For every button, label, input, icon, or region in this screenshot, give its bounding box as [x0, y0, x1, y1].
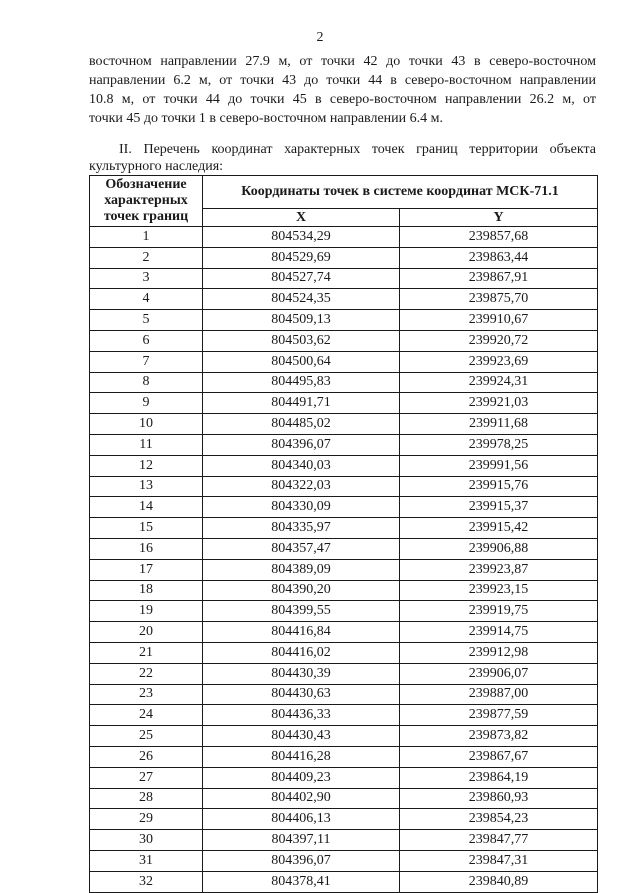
- x-coordinate-cell: 804503,62: [203, 330, 400, 351]
- x-coordinate-cell: 804416,02: [203, 642, 400, 663]
- table-row: [90, 351, 598, 372]
- x-coordinate-cell: 804357,47: [203, 538, 400, 559]
- intro-line: направлении 6.2 м, от точки 43 до точки 44 в северо-восточном направлении: [89, 73, 596, 88]
- page-number: 2: [316, 30, 324, 45]
- y-coordinate-cell: 239906,07: [400, 663, 598, 684]
- x-coordinate-cell: 804396,07: [203, 434, 400, 455]
- y-coordinate-cell: 239875,70: [400, 289, 598, 310]
- point-number-cell: 29: [90, 809, 203, 830]
- table-row: [90, 705, 598, 726]
- point-number-cell: 22: [90, 663, 203, 684]
- x-coordinate-cell: 804389,09: [203, 559, 400, 580]
- y-coordinate-cell: 239877,59: [400, 705, 598, 726]
- point-number-cell: 18: [90, 580, 203, 601]
- table-row: [90, 227, 598, 248]
- intro-line: восточном направлении 27.9 м, от точки 42 до точки 43 в северо-восточном: [89, 54, 596, 69]
- table-row: [90, 871, 598, 892]
- y-coordinate-cell: 239923,69: [400, 351, 598, 372]
- table-row: [90, 684, 598, 705]
- point-number-cell: 30: [90, 830, 203, 851]
- table-row: [90, 601, 598, 622]
- section-heading-line: II. Перечень координат характерных точек границ территории объекта: [119, 142, 596, 157]
- point-number-cell: 9: [90, 393, 203, 414]
- point-number-cell: 14: [90, 497, 203, 518]
- x-coordinate-cell: 804495,83: [203, 372, 400, 393]
- x-coordinate-cell: 804485,02: [203, 414, 400, 435]
- x-coordinate-cell: 804491,71: [203, 393, 400, 414]
- x-coordinate-cell: 804524,35: [203, 289, 400, 310]
- x-coordinate-cell: 804406,13: [203, 809, 400, 830]
- point-number-cell: 16: [90, 538, 203, 559]
- header-x: X: [203, 209, 400, 227]
- table-row: [90, 538, 598, 559]
- x-coordinate-cell: 804416,84: [203, 622, 400, 643]
- y-coordinate-cell: 239919,75: [400, 601, 598, 622]
- y-coordinate-cell: 239840,89: [400, 871, 598, 892]
- x-coordinate-cell: 804416,28: [203, 746, 400, 767]
- point-number-cell: 2: [90, 247, 203, 268]
- y-coordinate-cell: 239915,37: [400, 497, 598, 518]
- table-row: [90, 518, 598, 539]
- table-row: [90, 289, 598, 310]
- x-coordinate-cell: 804534,29: [203, 227, 400, 248]
- y-coordinate-cell: 239924,31: [400, 372, 598, 393]
- point-number-cell: 19: [90, 601, 203, 622]
- point-number-cell: 23: [90, 684, 203, 705]
- y-coordinate-cell: 239920,72: [400, 330, 598, 351]
- y-coordinate-cell: 239923,15: [400, 580, 598, 601]
- y-coordinate-cell: 239854,23: [400, 809, 598, 830]
- table-row: [90, 455, 598, 476]
- table-row: [90, 642, 598, 663]
- y-coordinate-cell: 239847,31: [400, 850, 598, 871]
- y-coordinate-cell: 239867,91: [400, 268, 598, 289]
- x-coordinate-cell: 804402,90: [203, 788, 400, 809]
- table-row: [90, 726, 598, 747]
- table-row: [90, 330, 598, 351]
- x-coordinate-cell: 804322,03: [203, 476, 400, 497]
- x-coordinate-cell: 804330,09: [203, 497, 400, 518]
- table-row: [90, 497, 598, 518]
- point-number-cell: 31: [90, 850, 203, 871]
- header-point-label: Обозначение характерных точек границ: [90, 176, 203, 227]
- table-row: [90, 414, 598, 435]
- table-body: [90, 227, 598, 893]
- table-row: [90, 476, 598, 497]
- y-coordinate-cell: 239887,00: [400, 684, 598, 705]
- y-coordinate-cell: 239921,03: [400, 393, 598, 414]
- y-coordinate-cell: 239910,67: [400, 310, 598, 331]
- y-coordinate-cell: 239867,67: [400, 746, 598, 767]
- y-coordinate-cell: 239860,93: [400, 788, 598, 809]
- point-number-cell: 10: [90, 414, 203, 435]
- intro-paragraph: [89, 52, 596, 128]
- point-number-cell: 12: [90, 455, 203, 476]
- y-coordinate-cell: 239847,77: [400, 830, 598, 851]
- y-coordinate-cell: 239912,98: [400, 642, 598, 663]
- table-row: [90, 622, 598, 643]
- table-row: [90, 580, 598, 601]
- point-number-cell: 6: [90, 330, 203, 351]
- table-row: [90, 559, 598, 580]
- table-row: [90, 850, 598, 871]
- y-coordinate-cell: 239923,87: [400, 559, 598, 580]
- y-coordinate-cell: 239873,82: [400, 726, 598, 747]
- table-row: [90, 310, 598, 331]
- table-row: [90, 746, 598, 767]
- intro-line: точки 45 до точки 1 в северо-восточном направлении 6.4 м.: [89, 111, 444, 126]
- point-number-cell: 13: [90, 476, 203, 497]
- x-coordinate-cell: 804430,63: [203, 684, 400, 705]
- x-coordinate-cell: 804527,74: [203, 268, 400, 289]
- point-number-cell: 8: [90, 372, 203, 393]
- y-coordinate-cell: 239915,76: [400, 476, 598, 497]
- x-coordinate-cell: 804436,33: [203, 705, 400, 726]
- y-coordinate-cell: 239864,19: [400, 767, 598, 788]
- y-coordinate-cell: 239914,75: [400, 622, 598, 643]
- x-coordinate-cell: 804509,13: [203, 310, 400, 331]
- y-coordinate-cell: 239915,42: [400, 518, 598, 539]
- table-row: [90, 809, 598, 830]
- x-coordinate-cell: 804390,20: [203, 580, 400, 601]
- table-row: [90, 247, 598, 268]
- point-number-cell: 21: [90, 642, 203, 663]
- x-coordinate-cell: 804430,39: [203, 663, 400, 684]
- x-coordinate-cell: 804430,43: [203, 726, 400, 747]
- table-row: [90, 372, 598, 393]
- point-number-cell: 24: [90, 705, 203, 726]
- coordinates-table: [89, 175, 598, 893]
- table-row: [90, 767, 598, 788]
- point-number-cell: 25: [90, 726, 203, 747]
- point-number-cell: 11: [90, 434, 203, 455]
- x-coordinate-cell: 804378,41: [203, 871, 400, 892]
- x-coordinate-cell: 804396,07: [203, 850, 400, 871]
- point-number-cell: 32: [90, 871, 203, 892]
- point-number-cell: 1: [90, 227, 203, 248]
- point-number-cell: 5: [90, 310, 203, 331]
- y-coordinate-cell: 239991,56: [400, 455, 598, 476]
- x-coordinate-cell: 804409,23: [203, 767, 400, 788]
- x-coordinate-cell: 804335,97: [203, 518, 400, 539]
- y-coordinate-cell: 239978,25: [400, 434, 598, 455]
- x-coordinate-cell: 804500,64: [203, 351, 400, 372]
- y-coordinate-cell: 239906,88: [400, 538, 598, 559]
- y-coordinate-cell: 239863,44: [400, 247, 598, 268]
- table-row: [90, 393, 598, 414]
- point-number-cell: 7: [90, 351, 203, 372]
- point-number-cell: 4: [90, 289, 203, 310]
- point-number-cell: 20: [90, 622, 203, 643]
- section-heading-line: культурного наследия:: [89, 159, 224, 174]
- table-row: [90, 830, 598, 851]
- x-coordinate-cell: 804529,69: [203, 247, 400, 268]
- point-number-cell: 17: [90, 559, 203, 580]
- header-coords-label: Координаты точек в системе координат МСК-71.1: [203, 176, 598, 209]
- table-row: [90, 434, 598, 455]
- x-coordinate-cell: 804340,03: [203, 455, 400, 476]
- x-coordinate-cell: 804397,11: [203, 830, 400, 851]
- point-number-cell: 3: [90, 268, 203, 289]
- x-coordinate-cell: 804399,55: [203, 601, 400, 622]
- point-number-cell: 26: [90, 746, 203, 767]
- point-number-cell: 27: [90, 767, 203, 788]
- table-row: [90, 663, 598, 684]
- table-row: [90, 268, 598, 289]
- section-heading: [89, 141, 596, 175]
- intro-line: 10.8 м, от точки 44 до точки 45 в северо-восточном направлении 26.2 м, от: [89, 92, 596, 107]
- y-coordinate-cell: 239911,68: [400, 414, 598, 435]
- y-coordinate-cell: 239857,68: [400, 227, 598, 248]
- table-row: [90, 788, 598, 809]
- point-number-cell: 15: [90, 518, 203, 539]
- header-y: Y: [400, 209, 598, 227]
- point-number-cell: 28: [90, 788, 203, 809]
